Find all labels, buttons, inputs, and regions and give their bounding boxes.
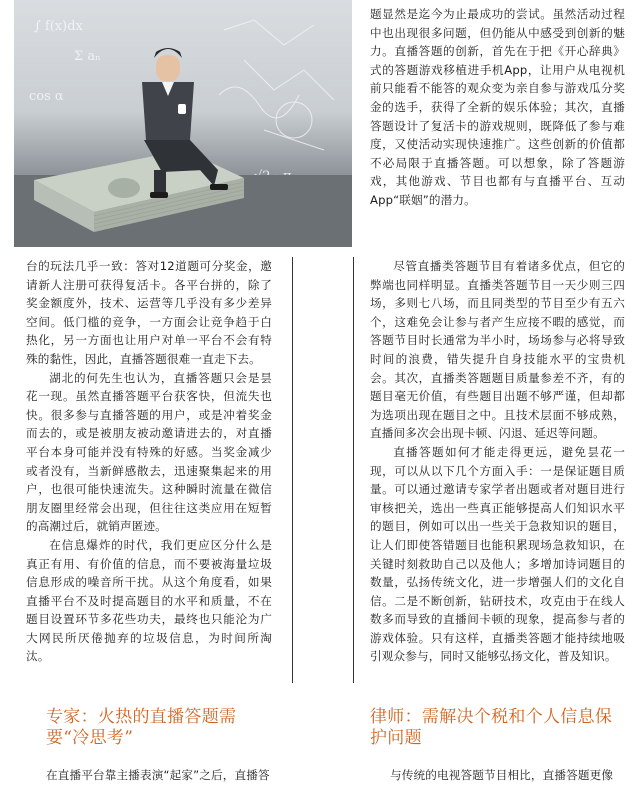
paragraph: 题显然是迄今为止最成功的尝试。虽然活动过程中也出现很多问题，但仍能从中感受到创新的魅力。直播答题的创新，首先在于把《开心辞典》式的答题游戏移植进手机App，让用户从电视机前只能看不能答的观众变为亲自参与游戏瓜分奖金的选手，获得了全新的娱乐体验；其次，直播答题设计了复活卡的游戏规则，既降低了参与难度，又使活动实现快速推广。这些创新的价值都不必局限于直播答题。可以想象，除了答题游戏，其他游戏、节目也都有与直播平台、互动App“联姻”的潜力。 bbox=[370, 7, 625, 207]
paragraph: 尽管直播类答题节目有着诸多优点，但它的弊端也同样明显。直播类答题节目一天少则三四场，多则七八场，而且同类型的节目至少有五六个，这难免会让参与者产生应接不暇的感觉，而答题节目时长通常为半小时，场场参与必将导致时间的浪费，错失提升自身技能水平的宝贵机会。其次，直播类答题题目质量参差不齐，有的题目毫无价值，有些题目出题不够严谨，但却都为选项出现在题目之中。且技术层面不够成熟，直播间多次会出现卡顿、闪退、延迟等问题。 bbox=[370, 259, 625, 441]
businessman-on-money-illustration bbox=[14, 0, 352, 247]
right-column-top-body bbox=[370, 5, 625, 210]
right-column-body bbox=[370, 257, 625, 666]
paragraph: 台的玩法几乎一致：答对12道题可分奖金，邀请新人注册可获得复活卡。各平台拼的，除了奖金额度外，技术、运营等几乎没有多少差异空间。低门槛的竞争，一方面会让竞争趋于白热化，另一方面也让用户对单一平台不会有特殊的黏性，因此，直播答题很难一直走下去。 bbox=[26, 259, 272, 366]
left-column-body bbox=[26, 257, 272, 666]
paragraph: 在信息爆炸的时代，我们更应区分什么是真正有用、有价值的信息，而不要被海量垃圾信息形成的噪音所干扰。从这个角度看，如果直播平台不及时提高题目的水平和质量，不在题目设置环节多花些功夫，最终也只能沦为广大网民所厌倦抛弃的垃圾信息，为时间所淘汰。 bbox=[26, 537, 272, 664]
paragraph: 直播答题如何才能走得更远，避免昙花一现，可以从以下几个方面入手：一是保证题目质量。可以通过邀请专家学者出题或者对题目进行审核把关，选出一些真正能够提高人们知识水平的题目，例如可以出一些关于急救知识的题目，让人们即使答错题目也能积累现场急救知识，在关键时刻救助自己以及他人；多增加诗词题目的数量，弘扬传统文化，进一步增强人们的文化自信。二是不断创新，钻研技术，攻克由于在线人数多而导致的直播间卡顿的现象，提高参与者的游戏体验。只有这样，直播类答题才能持续地吸引观众参与，同时又能够弘扬文化，普及知识。 bbox=[370, 444, 625, 664]
continued-text-left: 在直播平台靠主播表演“起家”之后，直播答 bbox=[46, 768, 270, 782]
article-photo bbox=[14, 0, 352, 247]
svg-text:∫ f(x)dx: ∫ f(x)dx bbox=[34, 19, 83, 34]
continued-text-right: 与传统的电视答题节目相比，直播答题更像 bbox=[390, 768, 614, 782]
paragraph: 湖北的何先生也认为，直播答题只会是昙花一现。虽然直播答题平台获客快，但流失也快。很多参与直播答题的用户，或是冲着奖金而去的，或是被朋友被动邀请进去的，对直播平台本身可能并没有特殊的好感。当奖金减少或者没有，当新鲜感散去，迅速聚集起来的用户，也很可能快速流失。这种瞬时流量在微信朋友圈里经常会出现，但往往这类应用在短暂的高潮过后，就销声匿迹。 bbox=[26, 370, 272, 534]
svg-text:Σ aₙ: Σ aₙ bbox=[74, 49, 101, 64]
svg-text:cos α: cos α bbox=[29, 89, 64, 104]
column-divider-middle bbox=[353, 257, 354, 683]
section-heading-lawyer: 律师：需解决个税和个人信息保护问题 bbox=[370, 707, 613, 748]
section-heading-expert: 专家：火热的直播答题需要“冷思考” bbox=[46, 707, 237, 748]
column-divider-left bbox=[292, 257, 293, 683]
